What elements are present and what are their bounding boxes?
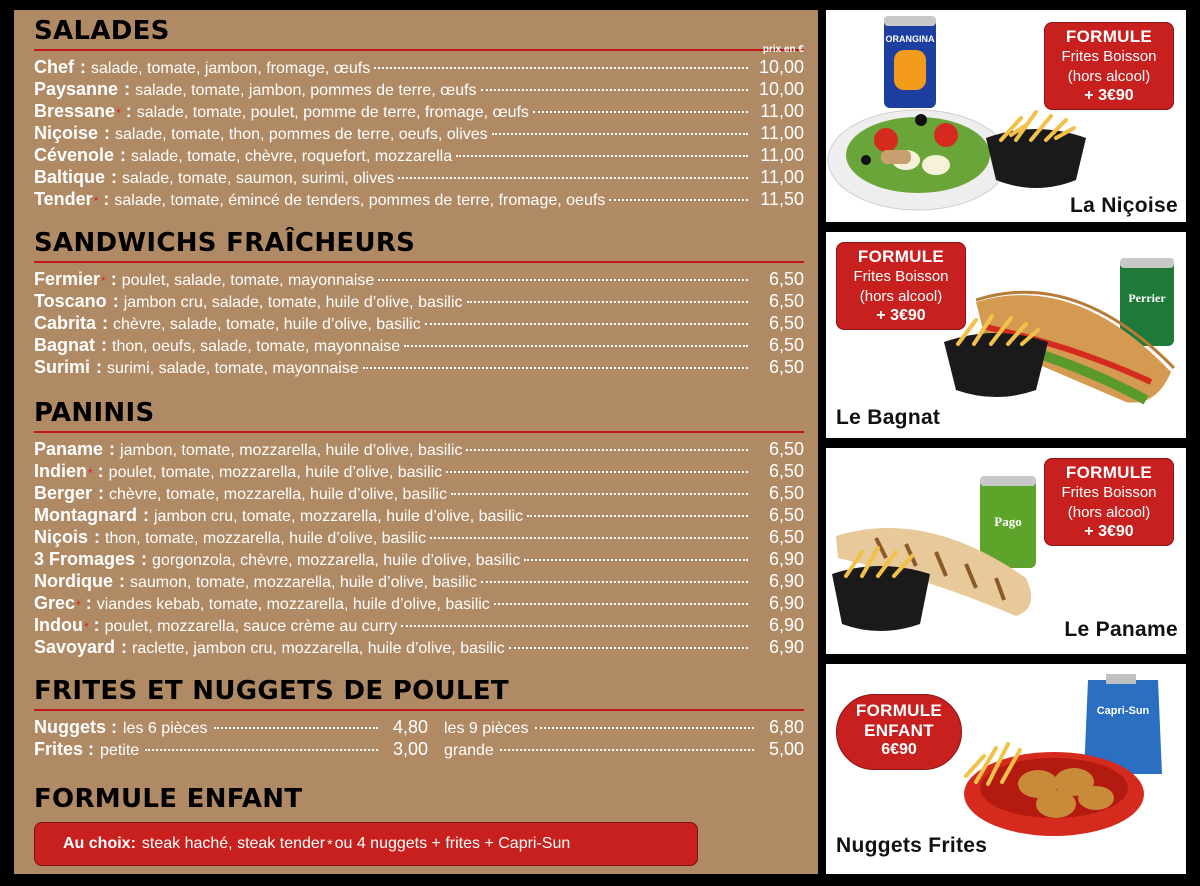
leader-dots	[533, 111, 748, 113]
badge-title: FORMULE	[1065, 463, 1153, 482]
menu-item	[34, 291, 804, 313]
badge-line: Frites Boisson	[1061, 48, 1157, 65]
item-colon: :	[107, 291, 119, 311]
panel-nuggets	[826, 664, 1186, 874]
leader-dots	[456, 155, 748, 157]
item-colon: :	[138, 505, 149, 525]
item-price: 11,50	[760, 189, 804, 209]
item-price: 6,50	[768, 269, 804, 289]
item-price: 6,50	[768, 313, 804, 333]
item-name: Montagnard	[34, 505, 137, 525]
item-price: 10,00	[758, 57, 804, 77]
item-colon: :	[120, 101, 132, 121]
item-name: Frites :	[34, 739, 95, 759]
item-colon: :	[75, 57, 86, 77]
item-description: salade, tomate, poulet, pomme de terre, fromage, œufs	[136, 104, 529, 121]
formule-badge	[1044, 22, 1174, 110]
item-description: chèvre, salade, tomate, huile d’olive, basilic	[113, 316, 421, 333]
formule-enfant-box	[34, 822, 698, 866]
item-name: Berger	[34, 483, 93, 503]
leader-dots	[535, 727, 755, 729]
section-frites	[34, 676, 804, 761]
item-name: Tender	[34, 189, 93, 209]
badge-title: FORMULE	[1065, 27, 1153, 46]
frites-row-nuggets	[34, 717, 804, 739]
menu-item	[34, 637, 804, 659]
item-description: salade, tomate, saumon, surimi, olives	[122, 170, 395, 187]
leader-dots	[363, 367, 748, 369]
section-title: SALADES	[34, 16, 170, 46]
item-price: 6,50	[768, 505, 804, 525]
panel-bagnat	[826, 232, 1186, 438]
enfant-star: *	[327, 836, 333, 852]
item-price: 11,00	[760, 145, 804, 165]
item-price: 11,00	[760, 167, 804, 187]
item-name: Bressane	[34, 101, 116, 121]
leader-dots	[524, 559, 748, 561]
item-description: raclette, jambon cru, mozzarella, huile d’olive, basilic	[132, 640, 505, 657]
price-unit-note: prix en €	[762, 44, 804, 55]
formule-enfant-badge	[836, 694, 962, 770]
item-name: Bagnat	[34, 335, 96, 355]
can-brand-text: Pago	[994, 514, 1022, 529]
item-name: Chef	[34, 57, 74, 77]
leader-dots	[404, 345, 748, 347]
badge-price: 6€90	[881, 741, 917, 758]
menu-item	[34, 101, 804, 123]
item-price: 6,90	[768, 571, 804, 591]
badge-line: (hors alcool)	[1067, 68, 1151, 85]
leader-dots	[378, 279, 748, 281]
item-price: 4,80	[392, 717, 428, 737]
leader-dots	[500, 749, 754, 751]
item-description: poulet, salade, tomate, mayonnaise	[121, 272, 375, 289]
leader-dots	[492, 133, 748, 135]
menu-item	[34, 167, 804, 189]
item-description: thon, oeufs, salade, tomate, mayonnaise	[112, 338, 401, 355]
item-name: Niçois	[34, 527, 89, 547]
item-colon: :	[93, 483, 105, 503]
item-colon: :	[106, 167, 118, 187]
panel-label: Le Bagnat	[836, 406, 941, 429]
item-description: viandes kebab, tomate, mozzarella, huile d’olive, basilic	[96, 596, 490, 613]
item-description: salade, tomate, jambon, pommes de terre, œufs	[135, 82, 477, 99]
item-colon: :	[88, 615, 100, 635]
item-description: jambon cru, salade, tomate, huile d’olive, basilic	[123, 294, 463, 311]
item-name: Savoyard	[34, 637, 116, 657]
section-divider	[34, 261, 804, 263]
section-divider	[34, 709, 804, 711]
item-description: salade, tomate, chèvre, roquefort, mozzarella	[131, 148, 453, 165]
section-title: FORMULE ENFANT	[34, 784, 303, 814]
item-name: Cabrita	[34, 313, 97, 333]
badge-line: (hors alcool)	[859, 288, 943, 305]
section-title: FRITES ET NUGGETS DE POULET	[34, 676, 509, 706]
item-description: jambon cru, tomate, mozzarella, huile d’olive, basilic	[154, 508, 524, 525]
menu-item	[34, 123, 804, 145]
menu-item	[34, 269, 804, 291]
menu-item	[34, 357, 804, 379]
leader-dots	[509, 647, 748, 649]
item-colon: :	[92, 461, 104, 481]
item-qty: grande	[444, 742, 494, 759]
item-colon: :	[119, 79, 131, 99]
item-price: 6,50	[768, 439, 804, 459]
item-colon: :	[98, 189, 110, 209]
menu-item	[34, 313, 804, 335]
item-name: Indou	[34, 615, 83, 635]
section-divider	[34, 431, 804, 433]
section-enfant	[34, 784, 804, 814]
item-colon: :	[97, 313, 109, 333]
item-colon: :	[114, 571, 125, 591]
badge-price: + 3€90	[1084, 87, 1134, 104]
item-name: 3 Fromages	[34, 549, 136, 569]
item-colon: :	[104, 439, 116, 459]
item-name: Baltique	[34, 167, 106, 187]
menu-item	[34, 571, 804, 593]
item-star: *	[93, 194, 99, 208]
badge-title: FORMULE	[855, 701, 943, 720]
item-name: Nordique	[34, 571, 113, 591]
leader-dots	[494, 603, 748, 605]
item-price: 6,50	[768, 527, 804, 547]
item-description: thon, tomate, mozzarella, huile d’olive, basilic	[105, 530, 427, 547]
item-list	[34, 439, 804, 659]
leader-dots	[609, 199, 748, 201]
item-description: chèvre, tomate, mozzarella, huile d’olive, basilic	[109, 486, 447, 503]
item-qty: petite	[100, 742, 140, 759]
leader-dots	[481, 89, 748, 91]
item-description: poulet, mozzarella, sauce crème au curry	[104, 618, 398, 635]
item-name: Grec	[34, 593, 76, 613]
panel-paname	[826, 448, 1186, 654]
item-description: salade, tomate, thon, pommes de terre, oeufs, olives	[115, 126, 488, 143]
item-price: 11,00	[760, 101, 804, 121]
item-qty: les 9 pièces	[444, 720, 529, 737]
item-name: Nuggets :	[34, 717, 117, 737]
item-colon: :	[91, 357, 103, 377]
item-star: *	[116, 106, 121, 120]
menu-board	[14, 10, 818, 874]
leader-dots	[527, 515, 748, 517]
item-price: 6,50	[768, 357, 804, 377]
item-description: gorgonzola, chèvre, mozzarella, huile d’olive, basilic	[152, 552, 521, 569]
item-name: Paysanne	[34, 79, 119, 99]
section-title: SANDWICHS FRAÎCHEURS	[34, 228, 416, 258]
leader-dots	[466, 449, 748, 451]
item-price: 3,00	[392, 739, 428, 759]
menu-item	[34, 593, 804, 615]
badge-line: ENFANT	[864, 721, 934, 740]
item-price: 6,50	[768, 335, 804, 355]
item-name: Niçoise	[34, 123, 99, 143]
menu-item	[34, 57, 804, 79]
section-divider	[34, 49, 804, 51]
menu-item	[34, 461, 804, 483]
panel-label: Nuggets Frites	[836, 834, 988, 857]
item-colon: :	[80, 593, 92, 613]
leader-dots	[145, 749, 378, 751]
item-colon: :	[136, 549, 148, 569]
item-description: surimi, salade, tomate, mayonnaise	[107, 360, 359, 377]
item-price: 6,90	[768, 593, 804, 613]
item-name: Paname	[34, 439, 104, 459]
menu-item	[34, 189, 804, 211]
item-colon: :	[89, 527, 101, 547]
item-price: 6,90	[768, 637, 804, 657]
item-list	[34, 269, 804, 379]
badge-price: + 3€90	[876, 307, 926, 324]
leader-dots	[451, 493, 748, 495]
leader-dots	[398, 177, 748, 179]
enfant-text: steak haché, steak tender	[141, 835, 326, 852]
item-description: salade, tomate, émincé de tenders, pommes de terre, fromage, oeufs	[114, 192, 606, 209]
leader-dots	[374, 67, 748, 69]
panel-nicoise	[826, 10, 1186, 222]
item-colon: :	[105, 269, 117, 289]
item-colon: :	[116, 637, 128, 657]
menu-item	[34, 549, 804, 571]
item-qty: les 6 pièces	[123, 720, 208, 737]
badge-price: + 3€90	[1084, 523, 1134, 540]
item-star: *	[83, 620, 89, 634]
item-price: 6,50	[768, 291, 804, 311]
badge-line: Frites Boisson	[1061, 484, 1157, 501]
item-star: *	[76, 598, 81, 612]
section-paninis	[34, 398, 804, 659]
badge-line: (hors alcool)	[1067, 504, 1151, 521]
frites-row-frites	[34, 739, 804, 761]
leader-dots	[425, 323, 748, 325]
menu-item	[34, 439, 804, 461]
menu-item	[34, 335, 804, 357]
menu-item	[34, 505, 804, 527]
leader-dots	[481, 581, 748, 583]
item-price: 5,00	[768, 739, 804, 759]
item-list	[34, 57, 804, 211]
item-star: *	[101, 274, 106, 288]
enfant-label: Au choix:	[63, 835, 136, 852]
can-brand-text: Capri-Sun	[1096, 705, 1150, 717]
enfant-text-2: ou 4 nuggets + frites + Capri-Sun	[334, 835, 571, 852]
section-title: PANINIS	[34, 398, 155, 428]
menu-item	[34, 145, 804, 167]
item-description: poulet, tomate, mozzarella, huile d’olive, basilic	[108, 464, 443, 481]
formule-badge	[836, 242, 966, 330]
section-salades	[34, 16, 804, 211]
item-star: *	[88, 466, 93, 480]
menu-item	[34, 527, 804, 549]
leader-dots	[214, 727, 379, 729]
item-colon: :	[99, 123, 111, 143]
badge-title: FORMULE	[857, 247, 945, 266]
item-price: 6,50	[768, 461, 804, 481]
leader-dots	[430, 537, 748, 539]
item-price: 6,90	[768, 549, 804, 569]
item-price: 6,80	[768, 717, 804, 737]
item-description: jambon, tomate, mozzarella, huile d’olive, basilic	[120, 442, 463, 459]
panel-label: La Niçoise	[1069, 194, 1178, 217]
item-description: saumon, tomate, mozzarella, huile d’olive, basilic	[130, 574, 477, 591]
section-sandwichs	[34, 228, 804, 379]
item-name: Surimi	[34, 357, 91, 377]
panel-label: Le Paname	[1064, 618, 1178, 641]
can-brand-text: Perrier	[1128, 291, 1166, 305]
item-name: Fermier	[34, 269, 101, 289]
leader-dots	[467, 301, 748, 303]
item-name: Cévenole	[34, 145, 115, 165]
item-colon: :	[115, 145, 127, 165]
item-price: 11,00	[760, 123, 804, 143]
badge-line: Frites Boisson	[853, 268, 949, 285]
menu-item	[34, 483, 804, 505]
item-price: 6,50	[768, 483, 804, 503]
item-colon: :	[96, 335, 108, 355]
leader-dots	[446, 471, 748, 473]
menu-item	[34, 615, 804, 637]
item-price: 10,00	[758, 79, 804, 99]
item-description: salade, tomate, jambon, fromage, œufs	[91, 60, 371, 77]
leader-dots	[401, 625, 748, 627]
item-price: 6,90	[768, 615, 804, 635]
menu-item	[34, 79, 804, 101]
formule-badge	[1044, 458, 1174, 546]
item-name: Indien	[34, 461, 87, 481]
can-brand-text: ORANGINA	[885, 34, 935, 44]
item-name: Toscano	[34, 291, 107, 311]
